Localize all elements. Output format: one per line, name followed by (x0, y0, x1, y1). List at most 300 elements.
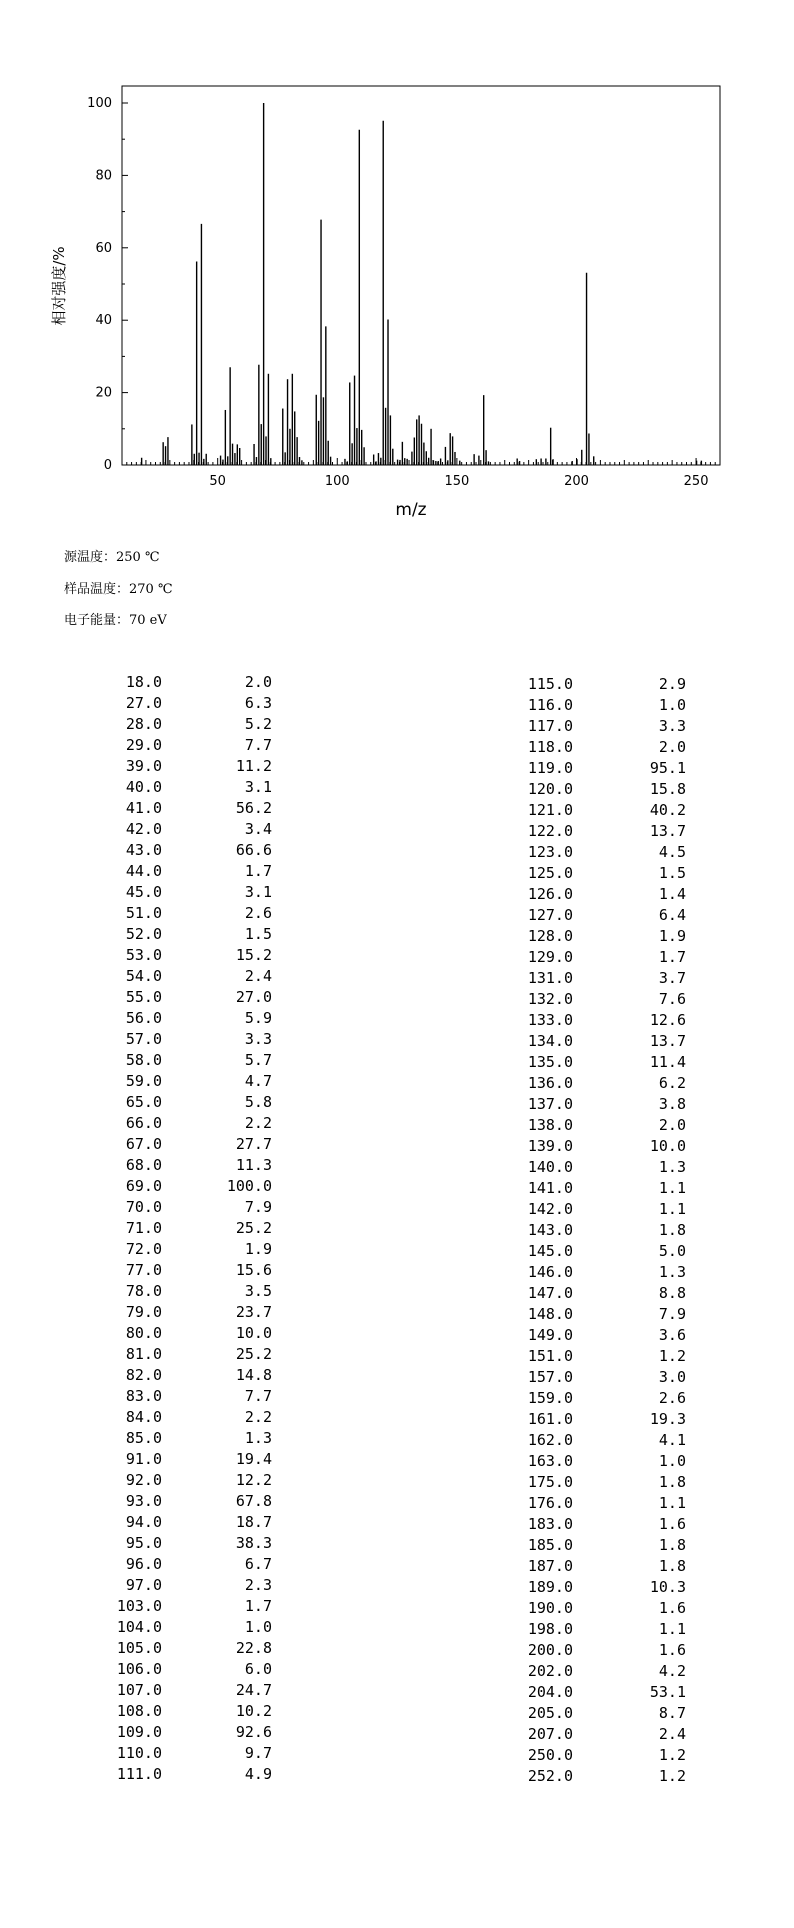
abundance-value: 5.9 (244, 1009, 272, 1027)
peak-table-left (100, 672, 272, 1785)
table-row (100, 756, 272, 777)
mz-value: 43.0 (125, 841, 162, 859)
mz-value: 27.0 (125, 694, 162, 712)
abundance-value: 4.9 (244, 1765, 272, 1783)
mz-value: 56.0 (125, 1009, 162, 1027)
mz-value: 149.0 (527, 1326, 573, 1344)
mz-value: 204.0 (527, 1683, 573, 1701)
table-row (505, 926, 686, 947)
abundance-value: 9.7 (244, 1744, 272, 1762)
mz-value: 250.0 (527, 1746, 573, 1764)
table-row (100, 1701, 272, 1722)
mz-value: 137.0 (527, 1095, 573, 1113)
abundance-value: 10.0 (235, 1324, 272, 1342)
mz-value: 18.0 (125, 673, 162, 691)
mz-value: 120.0 (527, 780, 573, 798)
table-row (505, 1409, 686, 1430)
mz-value: 131.0 (527, 969, 573, 987)
mz-value: 55.0 (125, 988, 162, 1006)
table-row (505, 1073, 686, 1094)
mz-value: 121.0 (527, 801, 573, 819)
abundance-value: 3.4 (244, 820, 272, 838)
mz-value: 65.0 (125, 1093, 162, 1111)
mz-value: 198.0 (527, 1620, 573, 1638)
table-row (505, 1367, 686, 1388)
abundance-value: 3.1 (244, 883, 272, 901)
x-tick-label: 50 (209, 474, 226, 489)
table-row (505, 884, 686, 905)
table-row (100, 903, 272, 924)
table-row (100, 1407, 272, 1428)
table-row (505, 737, 686, 758)
abundance-value: 23.7 (235, 1303, 272, 1321)
table-row (100, 735, 272, 756)
abundance-value: 15.6 (235, 1261, 272, 1279)
abundance-value: 1.8 (658, 1221, 686, 1239)
table-row (100, 1575, 272, 1596)
mz-value: 126.0 (527, 885, 573, 903)
mz-value: 183.0 (527, 1515, 573, 1533)
abundance-value: 27.0 (235, 988, 272, 1006)
table-row (100, 1638, 272, 1659)
abundance-value: 7.7 (244, 736, 272, 754)
chart-axes (87, 86, 720, 489)
mz-value: 66.0 (125, 1114, 162, 1132)
x-tick-label: 250 (683, 474, 709, 489)
mz-value: 187.0 (527, 1557, 573, 1575)
abundance-value: 7.7 (244, 1387, 272, 1405)
table-row (100, 1491, 272, 1512)
table-row (100, 1092, 272, 1113)
table-row (100, 987, 272, 1008)
mz-value: 136.0 (527, 1074, 573, 1092)
table-row (100, 861, 272, 882)
abundance-value: 38.3 (235, 1534, 272, 1552)
abundance-value: 1.5 (244, 925, 272, 943)
mz-value: 117.0 (527, 717, 573, 735)
table-row (100, 1512, 272, 1533)
abundance-value: 2.4 (244, 967, 272, 985)
y-tick-label: 60 (95, 240, 112, 256)
x-axis-label: m/z (395, 500, 427, 520)
mz-value: 107.0 (116, 1681, 162, 1699)
table-row (100, 1344, 272, 1365)
table-row (505, 1304, 686, 1325)
mz-value: 200.0 (527, 1641, 573, 1659)
x-tick-label: 100 (324, 474, 350, 489)
abundance-value: 18.7 (235, 1513, 272, 1531)
abundance-value: 10.3 (649, 1578, 686, 1596)
abundance-value: 2.2 (244, 1114, 272, 1132)
y-tick-label: 20 (95, 385, 112, 401)
mz-value: 54.0 (125, 967, 162, 985)
mz-value: 176.0 (527, 1494, 573, 1512)
mz-value: 103.0 (116, 1597, 162, 1615)
mz-value: 53.0 (125, 946, 162, 964)
table-row (505, 1199, 686, 1220)
mz-value: 175.0 (527, 1473, 573, 1491)
abundance-value: 1.7 (658, 948, 686, 966)
abundance-value: 100.0 (226, 1177, 272, 1195)
mz-value: 68.0 (125, 1156, 162, 1174)
abundance-value: 67.8 (235, 1492, 272, 1510)
mz-value: 146.0 (527, 1263, 573, 1281)
table-row (505, 947, 686, 968)
table-row (505, 1325, 686, 1346)
abundance-value: 1.2 (658, 1347, 686, 1365)
mz-value: 105.0 (116, 1639, 162, 1657)
mz-value: 151.0 (527, 1347, 573, 1365)
table-row (100, 1197, 272, 1218)
mz-value: 79.0 (125, 1303, 162, 1321)
table-row (100, 1470, 272, 1491)
table-row (505, 1556, 686, 1577)
table-row (505, 1766, 686, 1787)
mz-value: 159.0 (527, 1389, 573, 1407)
table-row (505, 905, 686, 926)
mz-value: 67.0 (125, 1135, 162, 1153)
abundance-value: 6.2 (658, 1074, 686, 1092)
abundance-value: 25.2 (235, 1345, 272, 1363)
table-row (505, 1493, 686, 1514)
abundance-value: 13.7 (649, 822, 686, 840)
abundance-value: 3.1 (244, 778, 272, 796)
table-row (505, 1283, 686, 1304)
mz-value: 132.0 (527, 990, 573, 1008)
table-row (100, 1764, 272, 1785)
table-row (505, 1052, 686, 1073)
abundance-value: 3.7 (658, 969, 686, 987)
mz-value: 80.0 (125, 1324, 162, 1342)
abundance-value: 8.7 (658, 1704, 686, 1722)
table-row (100, 966, 272, 987)
abundance-value: 1.2 (658, 1746, 686, 1764)
mz-value: 97.0 (125, 1576, 162, 1594)
table-row (505, 758, 686, 779)
abundance-value: 1.3 (658, 1158, 686, 1176)
table-row (100, 1554, 272, 1575)
abundance-value: 1.3 (658, 1263, 686, 1281)
mz-value: 58.0 (125, 1051, 162, 1069)
table-row (505, 800, 686, 821)
table-row (505, 1241, 686, 1262)
table-row (100, 1134, 272, 1155)
abundance-value: 25.2 (235, 1219, 272, 1237)
table-row (505, 1451, 686, 1472)
mz-value: 82.0 (125, 1366, 162, 1384)
table-row (100, 945, 272, 966)
table-row (100, 714, 272, 735)
abundance-value: 3.3 (244, 1030, 272, 1048)
mz-value: 40.0 (125, 778, 162, 796)
abundance-value: 40.2 (649, 801, 686, 819)
mz-value: 122.0 (527, 822, 573, 840)
mz-value: 190.0 (527, 1599, 573, 1617)
mz-value: 41.0 (125, 799, 162, 817)
mz-value: 106.0 (116, 1660, 162, 1678)
table-row (100, 1449, 272, 1470)
mz-value: 84.0 (125, 1408, 162, 1426)
abundance-value: 1.2 (658, 1767, 686, 1785)
abundance-value: 11.4 (649, 1053, 686, 1071)
mz-value: 28.0 (125, 715, 162, 733)
abundance-value: 2.2 (244, 1408, 272, 1426)
abundance-value: 5.8 (244, 1093, 272, 1111)
abundance-value: 1.6 (658, 1515, 686, 1533)
mz-value: 138.0 (527, 1116, 573, 1134)
table-row (505, 1178, 686, 1199)
mz-value: 51.0 (125, 904, 162, 922)
abundance-value: 1.4 (658, 885, 686, 903)
mz-value: 125.0 (527, 864, 573, 882)
abundance-value: 6.3 (244, 694, 272, 712)
abundance-value: 1.6 (658, 1599, 686, 1617)
mz-value: 42.0 (125, 820, 162, 838)
abundance-value: 12.2 (235, 1471, 272, 1489)
abundance-value: 5.2 (244, 715, 272, 733)
abundance-value: 1.0 (658, 1452, 686, 1470)
spectrum-peaks (142, 103, 702, 465)
y-axis-label: 相对强度/% (50, 246, 68, 326)
abundance-value: 1.0 (658, 696, 686, 714)
abundance-value: 4.5 (658, 843, 686, 861)
abundance-value: 14.8 (235, 1366, 272, 1384)
table-row (100, 1722, 272, 1743)
abundance-value: 95.1 (649, 759, 686, 777)
mz-value: 111.0 (116, 1765, 162, 1783)
mz-value: 140.0 (527, 1158, 573, 1176)
abundance-value: 3.8 (658, 1095, 686, 1113)
abundance-value: 2.0 (244, 673, 272, 691)
abundance-value: 2.4 (658, 1725, 686, 1743)
table-row (100, 924, 272, 945)
table-row (100, 1680, 272, 1701)
abundance-value: 12.6 (649, 1011, 686, 1029)
mz-value: 39.0 (125, 757, 162, 775)
y-tick-label: 0 (103, 458, 112, 473)
abundance-value: 92.6 (235, 1723, 272, 1741)
y-tick-label: 80 (95, 168, 112, 184)
mz-value: 52.0 (125, 925, 162, 943)
electron-energy: 电子能量：70 eV (64, 613, 167, 628)
mz-value: 110.0 (116, 1744, 162, 1762)
mz-value: 109.0 (116, 1723, 162, 1741)
table-row (505, 968, 686, 989)
table-row (505, 1703, 686, 1724)
mz-value: 71.0 (125, 1219, 162, 1237)
table-row (505, 1010, 686, 1031)
mz-value: 141.0 (527, 1179, 573, 1197)
mz-value: 81.0 (125, 1345, 162, 1363)
table-row (100, 1239, 272, 1260)
mz-value: 44.0 (125, 862, 162, 880)
mz-value: 94.0 (125, 1513, 162, 1531)
mz-value: 202.0 (527, 1662, 573, 1680)
mz-value: 163.0 (527, 1452, 573, 1470)
abundance-value: 1.8 (658, 1473, 686, 1491)
table-row (505, 1682, 686, 1703)
table-row (100, 1260, 272, 1281)
abundance-value: 56.2 (235, 799, 272, 817)
mz-value: 95.0 (125, 1534, 162, 1552)
abundance-value: 1.1 (658, 1200, 686, 1218)
abundance-value: 53.1 (649, 1683, 686, 1701)
mass-spectrum-chart (0, 60, 794, 530)
table-row (505, 779, 686, 800)
abundance-value: 15.2 (235, 946, 272, 964)
mz-value: 70.0 (125, 1198, 162, 1216)
mz-value: 205.0 (527, 1704, 573, 1722)
abundance-value: 19.4 (235, 1450, 272, 1468)
abundance-value: 19.3 (649, 1410, 686, 1428)
abundance-value: 27.7 (235, 1135, 272, 1153)
table-row (100, 1428, 272, 1449)
table-row (505, 863, 686, 884)
abundance-value: 4.2 (658, 1662, 686, 1680)
mz-value: 135.0 (527, 1053, 573, 1071)
table-row (100, 1596, 272, 1617)
mz-value: 57.0 (125, 1030, 162, 1048)
table-row (100, 1659, 272, 1680)
abundance-value: 1.1 (658, 1620, 686, 1638)
mz-value: 92.0 (125, 1471, 162, 1489)
mz-value: 69.0 (125, 1177, 162, 1195)
abundance-value: 15.8 (649, 780, 686, 798)
table-row (505, 1619, 686, 1640)
table-row (505, 1577, 686, 1598)
table-row (505, 1094, 686, 1115)
table-row (100, 819, 272, 840)
mz-value: 91.0 (125, 1450, 162, 1468)
abundance-value: 5.7 (244, 1051, 272, 1069)
table-row (505, 821, 686, 842)
table-row (505, 1031, 686, 1052)
abundance-value: 66.6 (235, 841, 272, 859)
abundance-value: 6.0 (244, 1660, 272, 1678)
abundance-value: 5.0 (658, 1242, 686, 1260)
table-row (505, 1745, 686, 1766)
abundance-value: 2.0 (658, 1116, 686, 1134)
table-row (100, 1176, 272, 1197)
table-row (505, 1661, 686, 1682)
x-tick-label: 200 (564, 474, 589, 489)
mz-value: 148.0 (527, 1305, 573, 1323)
table-row (100, 1533, 272, 1554)
table-row (505, 1535, 686, 1556)
table-row (100, 1029, 272, 1050)
plot-frame (122, 86, 720, 465)
table-row (100, 1386, 272, 1407)
abundance-value: 1.1 (658, 1494, 686, 1512)
mz-value: 129.0 (527, 948, 573, 966)
abundance-value: 1.8 (658, 1557, 686, 1575)
abundance-value: 2.0 (658, 738, 686, 756)
abundance-value: 7.9 (244, 1198, 272, 1216)
abundance-value: 3.3 (658, 717, 686, 735)
abundance-value: 1.9 (658, 927, 686, 945)
mz-value: 161.0 (527, 1410, 573, 1428)
table-row (505, 1346, 686, 1367)
table-row (505, 1598, 686, 1619)
abundance-value: 1.0 (244, 1618, 272, 1636)
abundance-value: 13.7 (649, 1032, 686, 1050)
abundance-value: 1.7 (244, 862, 272, 880)
y-tick-label: 40 (95, 313, 112, 329)
mz-value: 116.0 (527, 696, 573, 714)
mz-value: 72.0 (125, 1240, 162, 1258)
abundance-value: 4.1 (658, 1431, 686, 1449)
mz-value: 59.0 (125, 1072, 162, 1090)
mz-value: 134.0 (527, 1032, 573, 1050)
table-row (505, 989, 686, 1010)
abundance-value: 24.7 (235, 1681, 272, 1699)
peak-table-right (505, 674, 686, 1787)
mz-value: 143.0 (527, 1221, 573, 1239)
table-row (505, 1724, 686, 1745)
table-row (505, 1136, 686, 1157)
mz-value: 139.0 (527, 1137, 573, 1155)
table-row (505, 1430, 686, 1451)
table-row (100, 1743, 272, 1764)
abundance-value: 3.5 (244, 1282, 272, 1300)
abundance-value: 6.4 (658, 906, 686, 924)
abundance-value: 2.6 (244, 904, 272, 922)
abundance-value: 3.0 (658, 1368, 686, 1386)
table-row (100, 672, 272, 693)
abundance-value: 1.8 (658, 1536, 686, 1554)
abundance-value: 10.0 (649, 1137, 686, 1155)
abundance-value: 2.6 (658, 1389, 686, 1407)
abundance-value: 7.9 (658, 1305, 686, 1323)
mz-value: 77.0 (125, 1261, 162, 1279)
abundance-value: 7.6 (658, 990, 686, 1008)
mz-value: 207.0 (527, 1725, 573, 1743)
abundance-value: 1.5 (658, 864, 686, 882)
mz-value: 142.0 (527, 1200, 573, 1218)
table-row (100, 1281, 272, 1302)
table-row (100, 1113, 272, 1134)
abundance-value: 1.1 (658, 1179, 686, 1197)
table-row (505, 1640, 686, 1661)
abundance-value: 1.9 (244, 1240, 272, 1258)
y-tick-label: 100 (87, 96, 112, 111)
table-row (100, 882, 272, 903)
abundance-value: 4.7 (244, 1072, 272, 1090)
abundance-value: 1.3 (244, 1429, 272, 1447)
table-row (505, 1157, 686, 1178)
abundance-value: 2.9 (658, 675, 686, 693)
mz-value: 29.0 (125, 736, 162, 754)
table-row (100, 1323, 272, 1344)
table-row (100, 1218, 272, 1239)
mz-value: 133.0 (527, 1011, 573, 1029)
table-row (505, 716, 686, 737)
mz-value: 145.0 (527, 1242, 573, 1260)
mz-value: 128.0 (527, 927, 573, 945)
mz-value: 85.0 (125, 1429, 162, 1447)
abundance-value: 11.3 (235, 1156, 272, 1174)
source-temperature: 源温度：250 ℃ (64, 550, 160, 565)
abundance-value: 2.3 (244, 1576, 272, 1594)
table-row (100, 1050, 272, 1071)
table-row (505, 1472, 686, 1493)
table-row (100, 840, 272, 861)
mz-value: 189.0 (527, 1578, 573, 1596)
abundance-value: 10.2 (235, 1702, 272, 1720)
table-row (505, 1220, 686, 1241)
table-row (505, 695, 686, 716)
mz-value: 157.0 (527, 1368, 573, 1386)
